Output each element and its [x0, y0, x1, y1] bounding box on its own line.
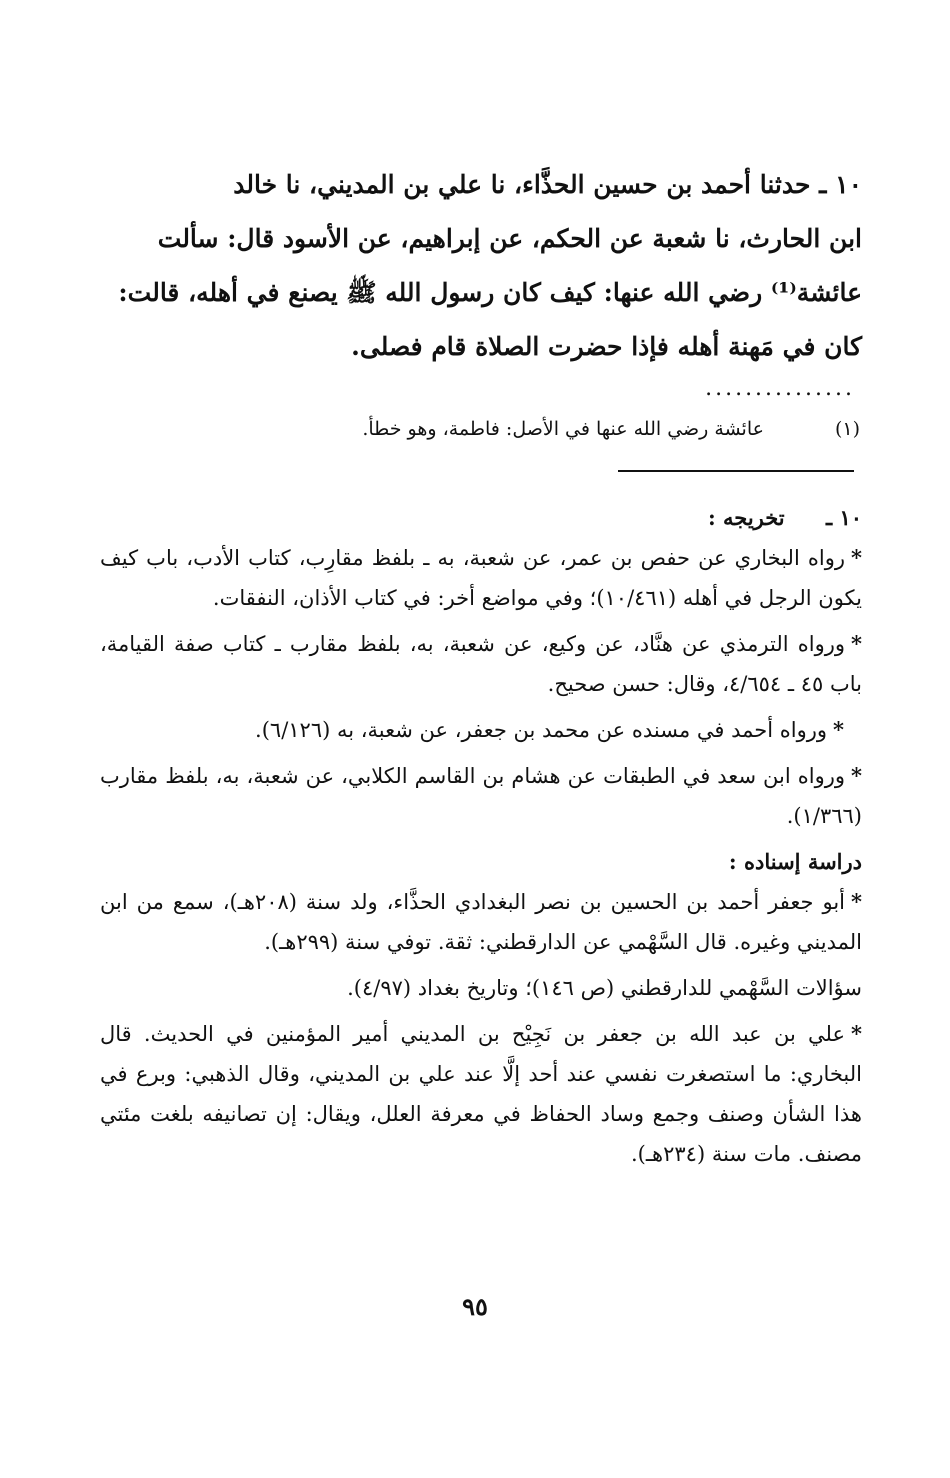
takhrij-text: ورواه الترمذي عن هنَّاد، عن وكيع، عن شعبة، به، بلفظ مقارب ـ كتاب صفة القيامة، باب ٤٥ ـ ٤/٦٥٤، وقال: حسن صحيح.: [100, 632, 862, 696]
footnote: [330, 413, 860, 445]
takhrij-paragraph: [100, 624, 862, 704]
bullet-icon: *: [851, 763, 862, 788]
takhrij-text: رواه البخاري عن حفص بن عمر، عن شعبة، به ـ بلفظ مقارِب، كتاب الأدب، باب كيف يكون الرجل في أهله (١٠/٤٦١)؛ وفي مواضع أخر: في كتاب الأذان، النفقات.: [100, 546, 862, 610]
takhrij-paragraph: [100, 756, 862, 836]
takhrij-text: ورواه أحمد في مسنده عن محمد بن جعفر، عن شعبة، به (٦/١٢٦).: [255, 718, 828, 742]
isnad-heading: دراسة إسناده :: [728, 849, 862, 874]
bullet-icon: *: [851, 631, 862, 656]
hadith-line: كان في مَهنة أهله فإذا حضرت الصلاة قام فصلى.: [351, 332, 862, 361]
takhrij-paragraph: [100, 538, 862, 618]
isnad-paragraph: [100, 968, 862, 1008]
isnad-text: سؤالات السَّهْمي للدارقطني (ص ١٤٦)؛ وتاريخ بغداد (٤/٩٧).: [347, 976, 862, 1000]
bullet-icon: *: [833, 717, 844, 742]
footnote-number: (١): [834, 418, 860, 440]
hadith-line: عائشة⁽¹⁾ رضي الله عنها: كيف كان رسول الله ﷺ يصنع في أهله، قالت:: [118, 278, 862, 307]
takhrij-heading: [100, 498, 862, 538]
bullet-icon: *: [851, 889, 862, 914]
footnote-text: عائشة رضي الله عنها في الأصل: فاطمة، وهو خطأ.: [362, 418, 764, 440]
isnad-paragraph: [100, 1014, 862, 1174]
bullet-icon: *: [851, 545, 862, 570]
isnad-paragraph: [100, 882, 862, 962]
hadith-text: [110, 158, 862, 374]
dotted-separator: ...............: [705, 376, 855, 401]
hadith-line: ابن الحارث، نا شعبة عن الحكم، عن إبراهيم، عن الأسود قال: سألت: [157, 224, 862, 253]
takhrij-text: ورواه ابن سعد في الطبقات عن هشام بن القاسم الكلابي، عن شعبة، به، بلفظ مقارب (١/٣٦٦).: [100, 764, 862, 828]
footnote-divider: [618, 470, 854, 472]
takhrij-section: [100, 498, 862, 1180]
takhrij-label: تخريجه :: [707, 505, 785, 530]
hadith-line: ١٠ ـ حدثنا أحمد بن حسين الحذَّاء، نا علي بن المديني، نا خالد: [233, 170, 862, 199]
bullet-icon: *: [851, 1021, 862, 1046]
takhrij-number: ١٠ ـ: [825, 505, 862, 530]
isnad-text: علي بن عبد الله بن جعفر بن نَجِيْح بن المديني أمير المؤمنين في الحديث. قال البخاري: ما استصغرت نفسي عند أحد إلَّا عند علي بن المديني، وقال الذهبي: وبرع في هذا الشأن وصنف وجمع وساد الحفاظ في معرفة العلل، ويقال: إن تصانيفه بلغت مئتي مصنف. مات سنة (٢٣٤هـ).: [100, 1022, 862, 1166]
takhrij-paragraph: [100, 710, 862, 750]
isnad-text: أبو جعفر أحمد بن الحسين بن نصر البغدادي الحذَّاء، ولد سنة (٢٠٨هـ)، سمع من ابن المديني وغيره. قال السَّهْمي عن الدارقطني: ثقة. توفي سنة (٢٩٩هـ).: [100, 890, 862, 954]
page-number: ٩٥: [462, 1292, 488, 1321]
